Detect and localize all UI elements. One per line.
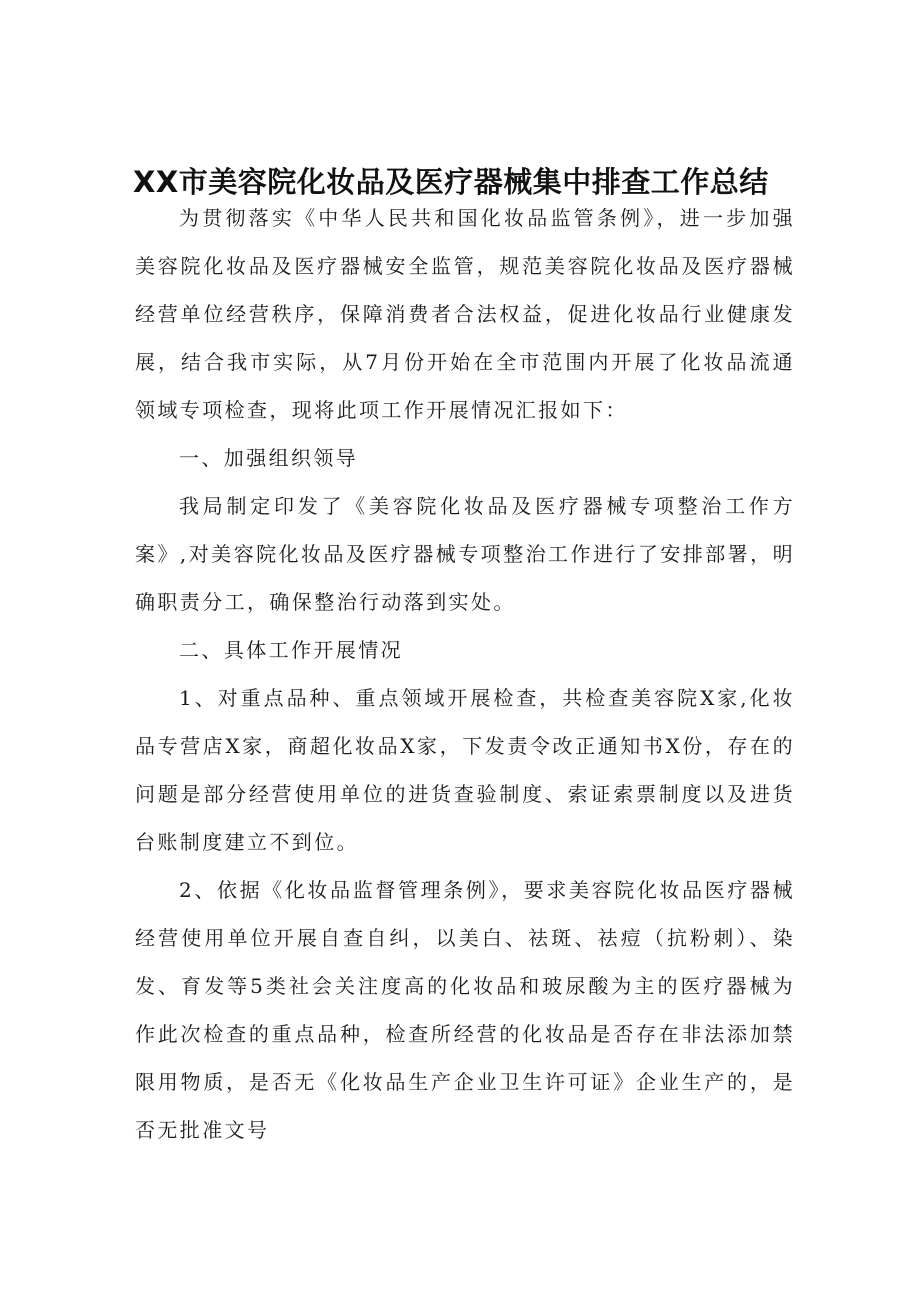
document-body (135, 194, 795, 1154)
document-title: XX市美容院化妆品及医疗器械集中排查工作总结 (133, 165, 769, 199)
section-heading-organization: 一、加强组织领导 (179, 446, 359, 470)
section-heading-work-status: 二、具体工作开展情况 (179, 638, 403, 662)
paragraph-intro: 为贯彻落实《中华人民共和国化妆品监管条例》，进一步加强美容院化妆品及医疗器械安全监管，规范美容院化妆品及医疗器械经营单位经营秩序，保障消费者合法权益，促进化妆品行业健康发展，结合我市实际，从7月份开始在全市范围内开展了化妆品流通领域专项检查，现将此项工作开展情况汇报如下： (135, 206, 795, 422)
paragraph-item-1: 1、对重点品种、重点领域开展检查，共检查美容院X家,化妆品专营店X家，商超化妆品X家，下发责令改正通知书X份，存在的问题是部分经营使用单位的进货查验制度、索证索票制度以及进货台账制度建立不到位。 (135, 686, 795, 854)
paragraph-organization: 我局制定印发了《美容院化妆品及医疗器械专项整治工作方案》,对美容院化妆品及医疗器械专项整治工作进行了安排部署，明确职责分工，确保整治行动落到实处。 (135, 494, 795, 614)
paragraph-item-2: 2、依据《化妆品监督管理条例》，要求美容院化妆品医疗器械经营使用单位开展自查自纠，以美白、祛斑、祛痘（抗粉刺）、染发、育发等5类社会关注度高的化妆品和玻尿酸为主的医疗器械为作此次检查的重点品种，检查所经营的化妆品是否存在非法添加禁限用物质，是否无《化妆品生产企业卫生许可证》企业生产的，是否无批准文号 (135, 878, 795, 1142)
